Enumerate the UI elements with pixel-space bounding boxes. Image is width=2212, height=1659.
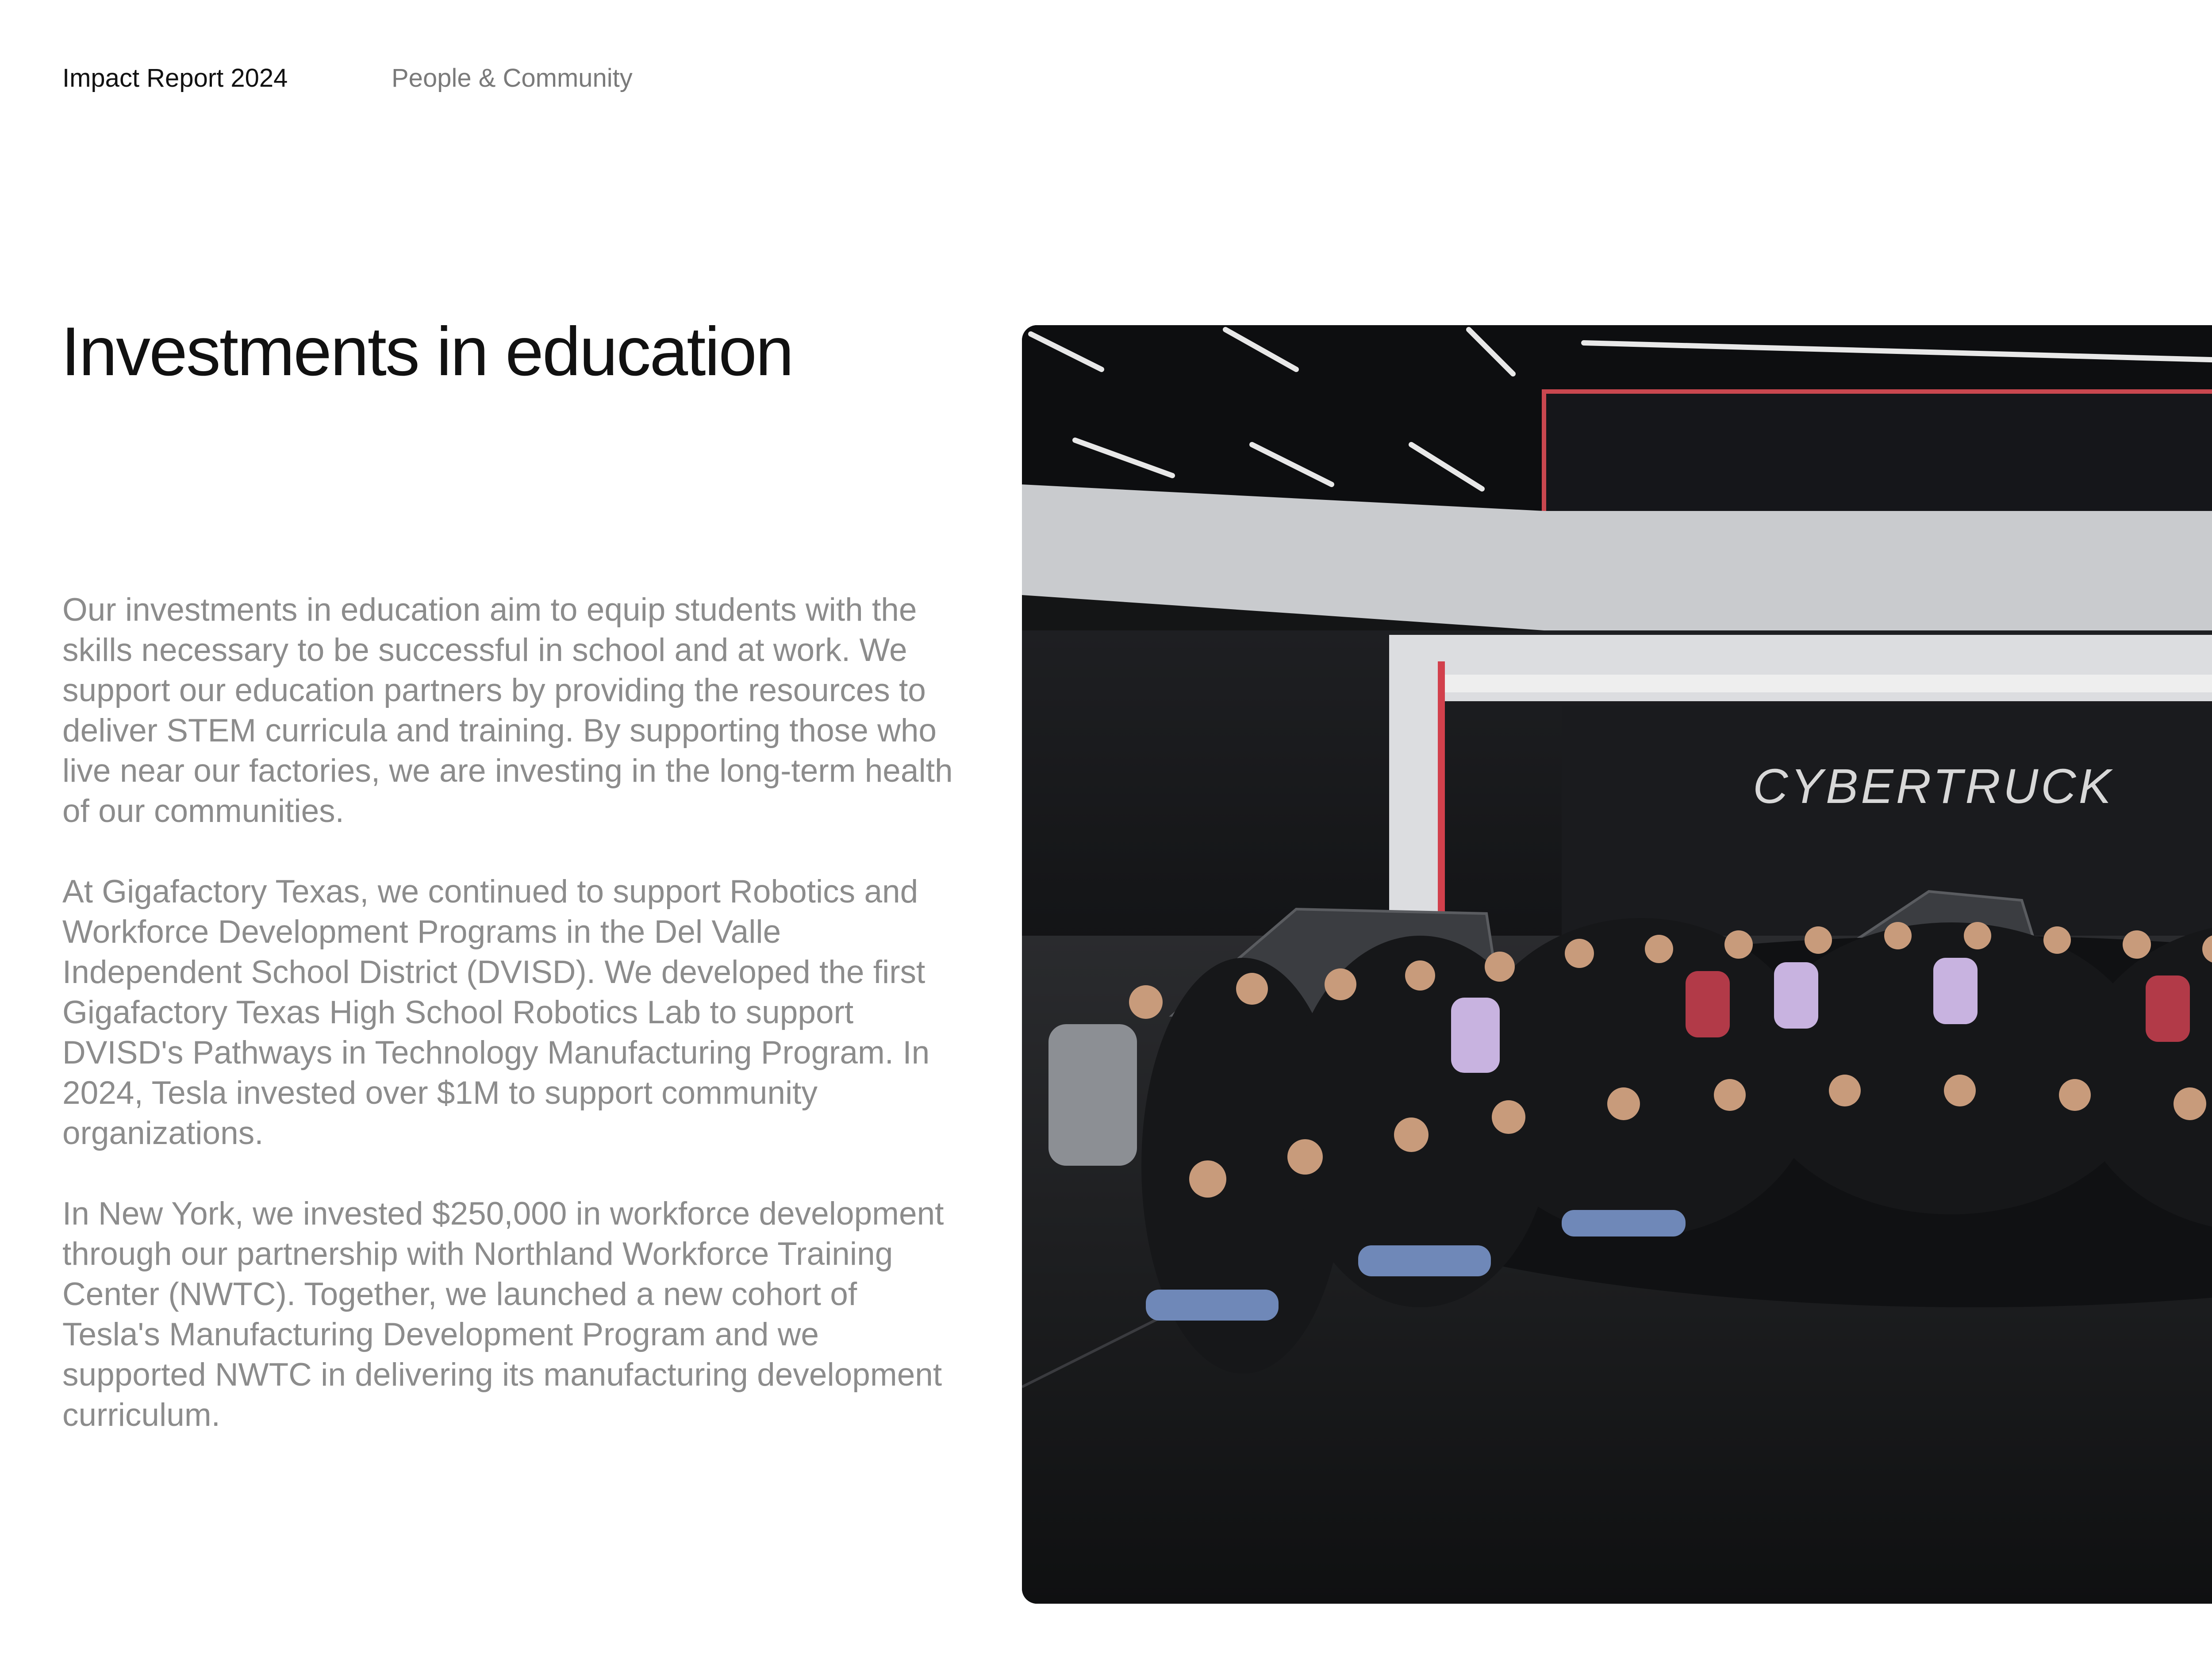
paragraph-2: At Gigafactory Texas, we continued to support Robotics and Workforce Development Programs in the Del Valle Independent School District (DVISD). We developed the first Gigafactory Texas High School Robotics Lab to support DVISD's Pathways in Technology Manufacturing Program. In 2024, Tesla invested over $1M to support community organizations. [62, 874, 930, 1151]
balcony-window [1544, 392, 2212, 524]
group-photo [1022, 325, 2212, 1604]
group-photo-illustration [1022, 325, 2212, 1604]
page-title: Investments in education [61, 313, 793, 390]
paragraph-3: In New York, we invested $250,000 in workforce development through our partnership with Northland Workforce Training Center (NWTC). Together, we launched a new cohort of Tesla's Manufacturing Development Program and we supported NWTC in delivering its manufacturing development curriculum. [62, 1196, 944, 1433]
report-title: Impact Report 2024 [62, 64, 288, 92]
paragraph-1: Our investments in education aim to equip students with the skills necessary to be successful in school and at work. We support our education partners by providing the resources to deliver STEM curricula and training. By supporting those who live near our factories, we are investing in the long-term health of our communities. [62, 592, 953, 829]
section-name: People & Community [392, 64, 633, 92]
cybertruck-sign: CYBERTRUCK [1753, 759, 2114, 814]
body-text [62, 590, 960, 1475]
page-header [62, 63, 633, 94]
